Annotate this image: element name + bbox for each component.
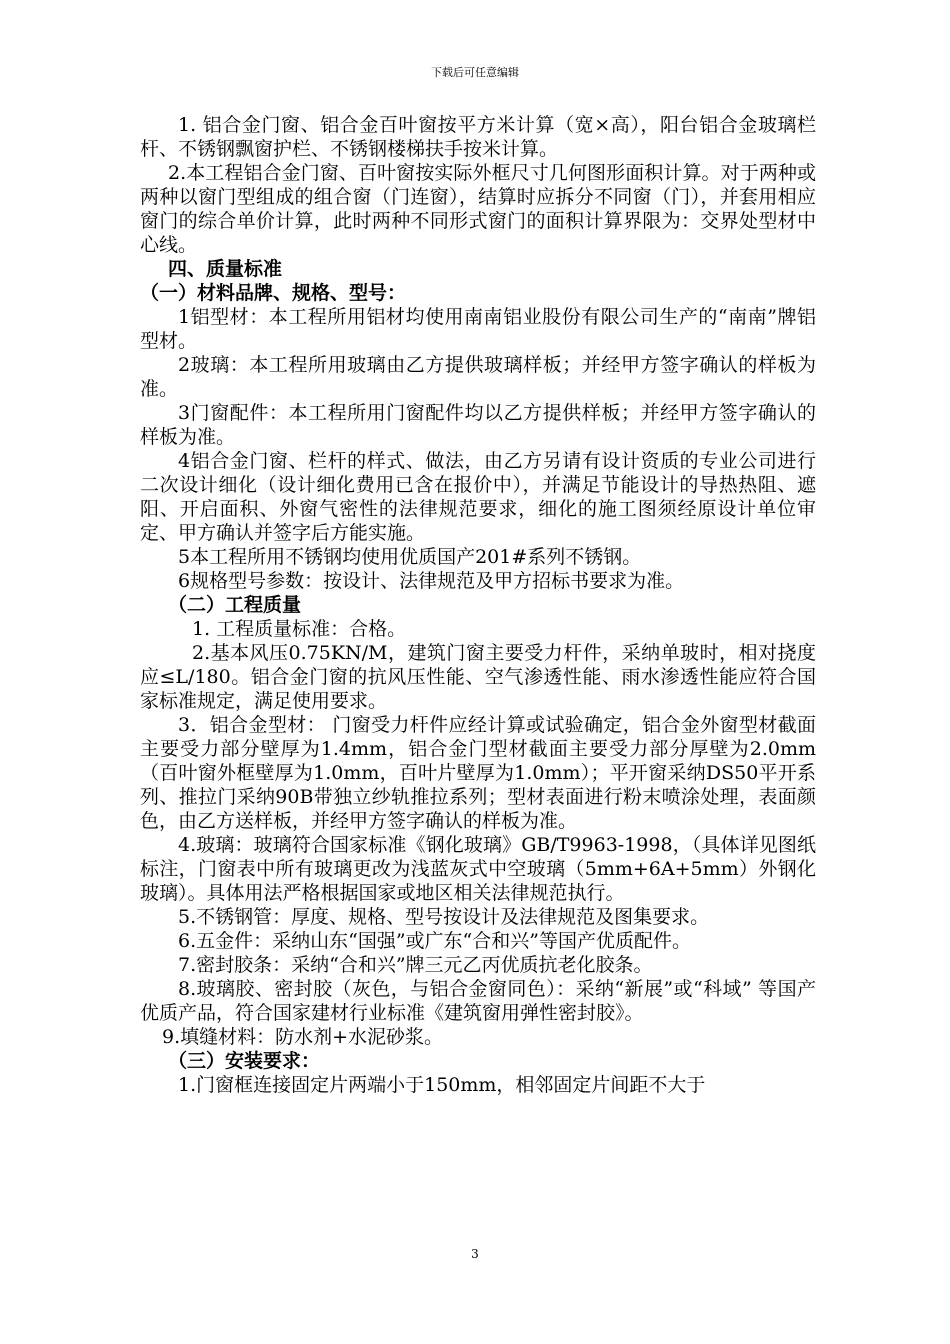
paragraph-sealant: 8.玻璃胶、密封胶（灰色，与铝合金窗同色）：采纳“新展”或“科域” 等国产优质产品，符合国家建材行业标准《建筑窗用弹性密封胶》。 — [140, 978, 816, 1024]
paragraph-pipe: 5.不锈钢管：厚度、规格、型号按设计及法律规范及图集要求。 — [178, 906, 710, 928]
document-body — [140, 113, 816, 1097]
section-heading-quality: 四、质量标准 — [168, 258, 283, 280]
paragraph-aluminum: 1铝型材：本工程所用铝材均使用南南铝业股份有限公司生产的“南南”牌铝型材。 — [140, 306, 816, 352]
paragraph-stainless: 5本工程所用不锈钢均使用优质国产201#系列不锈钢。 — [178, 546, 642, 568]
page-number: 3 — [471, 1247, 479, 1261]
paragraph-hardware: 6.五金件：采纳山东“国强”或广东“合和兴”等国产优质配件。 — [178, 930, 691, 952]
paragraph-specs: 6规格型号参数：按设计、法律规范及甲方招标书要求为准。 — [178, 570, 685, 592]
paragraph-standard: 1. 工程质量标准：合格。 — [192, 618, 407, 640]
paragraph-2: 2.本工程铝合金门窗、百叶窗按实际外框尺寸几何图形面积计算。对于两种或两种以窗门型组成的组合窗（门连窗），结算时应拆分不同窗（门），并套用相应窗门的综合单价计算，此时两种不同形式窗门的面积计算界限为：交界处型材中心线。 — [140, 162, 816, 256]
paragraph-glass: 2玻璃：本工程所用玻璃由乙方提供玻璃样板；并经甲方签字确认的样板为准。 — [140, 354, 816, 400]
paragraph-frame: 1.门窗框连接固定片两端小于150mm，相邻固定片间距不大于 — [178, 1074, 706, 1096]
paragraph-wind: 2.基本风压0.75KN/M，建筑门窗主要受力杆件，采纳单玻时，相对挠度 应≤L/180。铝合金门窗的抗风压性能、空气渗透性能、雨水渗透性能应符合国家标准规定，满足使用要求。 — [140, 642, 816, 712]
paragraph-filling: 9.填缝材料：防水剂+水泥砂浆。 — [162, 1026, 444, 1048]
subheading-installation: （三）安装要求： — [168, 1050, 321, 1072]
subheading-materials: （一）材料品牌、规格、型号： — [140, 282, 407, 304]
paragraph-profile: 3．铝合金型材： 门窗受力杆件应经计算或试验确定，铝合金外窗型材截面主要受力部分壁厚为1.4mm，铝合金门型材截面主要受力部分厚壁为2.0mm（百叶窗外框壁厚为1.0mm，百叶片壁厚为1.0mm）；平开窗采纳DS50平开系列、推拉门采纳90B带独立纱轨推拉系列；型材表面进行粉末喷涂处理，表面颜色，由乙方送样板，并经甲方签字确认的样板为准。 — [140, 714, 816, 832]
paragraph-glass-standard: 4.玻璃：玻璃符合国家标准《钢化玻璃》GB/T9963-1998，（具体详见图纸标注，门窗表中所有玻璃更改为浅蓝灰式中空玻璃（5mm+6A+5mm）外钢化玻璃）。具体用法严格根据国家或地区相关法律规范执行。 — [140, 834, 816, 904]
page-header: 下载后可任意编辑 — [431, 66, 519, 79]
paragraph-seal-strip: 7.密封胶条：采纳“合和兴”牌三元乙丙优质抗老化胶条。 — [178, 954, 653, 976]
subheading-quality: （二）工程质量 — [168, 594, 302, 616]
paragraph-design: 4铝合金门窗、栏杆的样式、做法，由乙方另请有设计资质的专业公司进行二次设计细化（设计细化费用已含在报价中），并满足节能设计的导热热阻、遮阳、开启面积、外窗气密性的法律规范要求，细化的施工图须经原设计单位审定、甲方确认并签字后方能实施。 — [140, 450, 816, 544]
paragraph-fittings: 3门窗配件：本工程所用门窗配件均以乙方提供样板；并经甲方签字确认的样板为准。 — [140, 402, 816, 448]
paragraph-1: 1. 铝合金门窗、铝合金百叶窗按平方米计算（宽×高），阳台铝合金玻璃栏杆、不锈钢飘窗护栏、不锈钢楼梯扶手按米计算。 — [140, 114, 816, 160]
